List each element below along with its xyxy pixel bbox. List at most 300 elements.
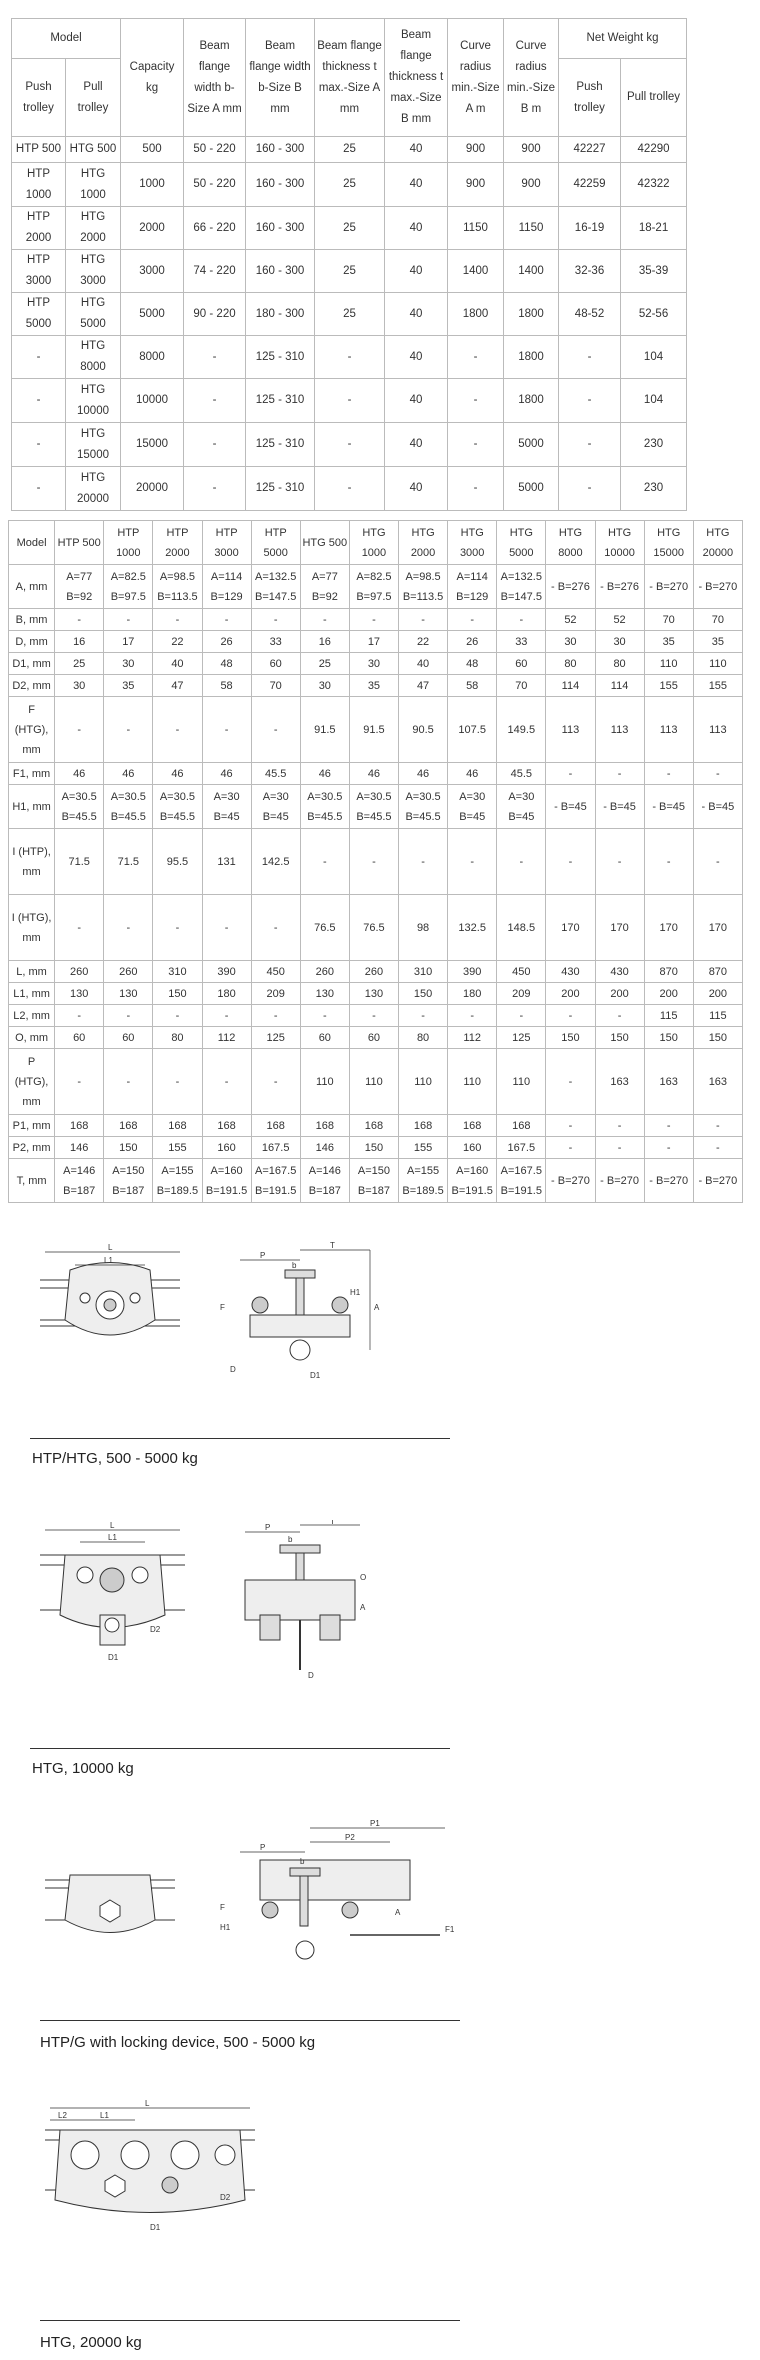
table-cell: 180	[448, 983, 497, 1005]
header-capacity: Capacity kg	[121, 19, 184, 137]
table-cell: -	[104, 1049, 153, 1115]
figure-htp-htg-500-5000	[0, 1240, 760, 1467]
table-cell: 125 - 310	[246, 379, 315, 423]
svg-text:D1: D1	[150, 2223, 161, 2232]
table-row	[9, 1137, 743, 1159]
table-cell: 112	[448, 1027, 497, 1049]
header-curve-a: Curve radius min.-Size A m	[448, 19, 504, 137]
table-cell: 98	[399, 895, 448, 961]
table-cell: -	[448, 609, 497, 631]
header-curve-b: Curve radius min.-Size B m	[504, 19, 559, 137]
table-cell: 430	[546, 961, 595, 983]
table-cell: 500	[121, 137, 184, 163]
table-cell: 30	[349, 653, 398, 675]
row-label: T, mm	[9, 1159, 55, 1203]
table-cell: 200	[644, 983, 693, 1005]
caption-rule	[30, 1748, 450, 1749]
svg-text:T: T	[330, 1241, 335, 1250]
table-row	[12, 379, 687, 423]
table-cell: -	[559, 467, 621, 511]
table-cell: 66 - 220	[184, 207, 246, 250]
table-cell: -	[251, 895, 300, 961]
table-cell: 40	[385, 163, 448, 207]
table-cell: 160	[448, 1137, 497, 1159]
table-cell: 130	[300, 983, 349, 1005]
table-cell: -	[448, 1005, 497, 1027]
trolley-side-view-drawing	[200, 1820, 460, 1995]
table-cell: 110	[448, 1049, 497, 1115]
row-label: B, mm	[9, 609, 55, 631]
table-row	[12, 137, 687, 163]
table-cell: 450	[251, 961, 300, 983]
table-cell: 163	[644, 1049, 693, 1115]
svg-text:P: P	[260, 1843, 266, 1852]
table-cell: 35	[349, 675, 398, 697]
table-cell: A=82.5 B=97.5	[104, 565, 153, 609]
trolley-side-view-drawing	[200, 1520, 385, 1685]
table-cell: 16-19	[559, 207, 621, 250]
column-header: HTG 500	[300, 521, 349, 565]
table-cell: 18-21	[621, 207, 687, 250]
svg-text:L: L	[110, 1521, 115, 1530]
table-cell: -	[559, 336, 621, 379]
table-cell: -	[595, 829, 644, 895]
table-cell: 150	[546, 1027, 595, 1049]
table-cell: 430	[595, 961, 644, 983]
row-label: D, mm	[9, 631, 55, 653]
table-cell: 17	[104, 631, 153, 653]
table-cell: - B=45	[595, 785, 644, 829]
column-header: HTG 8000	[546, 521, 595, 565]
table-cell: 260	[300, 961, 349, 983]
table-cell: 42290	[621, 137, 687, 163]
table-cell: - B=270	[693, 1159, 742, 1203]
column-header: HTP 3000	[202, 521, 251, 565]
table-cell: 168	[448, 1115, 497, 1137]
table-cell: 115	[644, 1005, 693, 1027]
table-cell: 25	[300, 653, 349, 675]
table-row	[12, 250, 687, 293]
table-cell: A=30.5 B=45.5	[399, 785, 448, 829]
table-cell: -	[153, 1049, 202, 1115]
svg-text:D: D	[230, 1365, 236, 1374]
row-label: H1, mm	[9, 785, 55, 829]
table-cell: -	[693, 1115, 742, 1137]
trolley-front-view-drawing	[40, 1860, 180, 1955]
table-cell: 160 - 300	[246, 137, 315, 163]
table-cell: -	[546, 829, 595, 895]
table-cell: 46	[202, 763, 251, 785]
table-cell: A=30.5 B=45.5	[104, 785, 153, 829]
table-cell: 58	[448, 675, 497, 697]
table-cell: A=146 B=187	[300, 1159, 349, 1203]
table-cell: 450	[497, 961, 546, 983]
table-cell: 112	[202, 1027, 251, 1049]
table-row	[9, 609, 743, 631]
table-cell: -	[153, 609, 202, 631]
table-cell: 8000	[121, 336, 184, 379]
table-cell: HTG 10000	[66, 379, 121, 423]
svg-text:P1: P1	[370, 1820, 380, 1828]
table-cell: 168	[55, 1115, 104, 1137]
table-cell: A=30.5 B=45.5	[153, 785, 202, 829]
table-cell: -	[55, 1005, 104, 1027]
table-cell: 114	[546, 675, 595, 697]
table-row	[12, 293, 687, 336]
table-cell: 155	[693, 675, 742, 697]
table-cell: -	[559, 379, 621, 423]
column-header: HTP 500	[55, 521, 104, 565]
table-cell: A=167.5 B=191.5	[251, 1159, 300, 1203]
row-label: L, mm	[9, 961, 55, 983]
table-cell: 35-39	[621, 250, 687, 293]
table-row	[12, 163, 687, 207]
table-cell: - B=45	[644, 785, 693, 829]
svg-text:A: A	[395, 1908, 401, 1917]
table-cell: 15000	[121, 423, 184, 467]
table-cell: 52-56	[621, 293, 687, 336]
svg-text:P: P	[260, 1251, 266, 1260]
table-cell: 200	[693, 983, 742, 1005]
table-cell: -	[300, 829, 349, 895]
table-cell: -	[595, 1005, 644, 1027]
table-cell: 58	[202, 675, 251, 697]
table-cell: -	[300, 609, 349, 631]
table-cell: -	[202, 1005, 251, 1027]
table-cell: 110	[693, 653, 742, 675]
row-label: L2, mm	[9, 1005, 55, 1027]
table-cell: - B=270	[644, 1159, 693, 1203]
table-cell: A=30 B=45	[251, 785, 300, 829]
figure-htg-10000	[0, 1520, 760, 1780]
table-cell: 25	[315, 137, 385, 163]
svg-text:D1: D1	[310, 1371, 321, 1380]
table-cell: 150	[595, 1027, 644, 1049]
table-cell: HTP 5000	[12, 293, 66, 336]
table-cell: 870	[644, 961, 693, 983]
table-cell: 80	[153, 1027, 202, 1049]
table-cell: -	[184, 379, 246, 423]
header-flange-thickness-b: Beam flange thickness t max.-Size B mm	[385, 19, 448, 137]
table-cell: -	[55, 1049, 104, 1115]
table-row	[9, 895, 743, 961]
table-cell: 30	[104, 653, 153, 675]
table-cell: - B=276	[595, 565, 644, 609]
svg-text:b: b	[300, 1857, 305, 1866]
header-nw-pull: Pull trolley	[621, 59, 687, 137]
table-cell: A=98.5 B=113.5	[153, 565, 202, 609]
table-cell: 148.5	[497, 895, 546, 961]
table-cell: 230	[621, 423, 687, 467]
table-cell: -	[104, 697, 153, 763]
table-cell: -	[546, 1005, 595, 1027]
table-cell: -	[104, 1005, 153, 1027]
table-cell: 125 - 310	[246, 423, 315, 467]
table-cell: 110	[644, 653, 693, 675]
table-cell: 46	[104, 763, 153, 785]
table-cell: 168	[251, 1115, 300, 1137]
table-cell: 113	[693, 697, 742, 763]
column-header: HTP 2000	[153, 521, 202, 565]
table-cell: 170	[595, 895, 644, 961]
table-cell: -	[644, 829, 693, 895]
table-cell: -	[153, 1005, 202, 1027]
table-row	[12, 207, 687, 250]
column-header: HTP 1000	[104, 521, 153, 565]
trolley-side-view-drawing	[200, 1240, 390, 1390]
table-cell: - B=45	[693, 785, 742, 829]
table-row	[9, 829, 743, 895]
table-cell: 46	[349, 763, 398, 785]
table-cell: -	[559, 423, 621, 467]
table-cell: A=77 B=92	[55, 565, 104, 609]
table-cell: 45.5	[497, 763, 546, 785]
trolley-front-view-drawing	[30, 1240, 190, 1360]
table-cell: -	[546, 1049, 595, 1115]
table-cell: 900	[504, 163, 559, 207]
table-cell: 33	[251, 631, 300, 653]
table-cell: -	[595, 1137, 644, 1159]
table-cell: -	[399, 829, 448, 895]
table-cell: 30	[595, 631, 644, 653]
table-cell: -	[251, 1049, 300, 1115]
table-cell: -	[644, 1137, 693, 1159]
table-row	[9, 1005, 743, 1027]
table-cell: 48	[448, 653, 497, 675]
header-flange-width-a: Beam flange width b-Size A mm	[184, 19, 246, 137]
svg-text:L1: L1	[100, 2111, 109, 2120]
table-cell: 170	[693, 895, 742, 961]
table-cell: -	[595, 1115, 644, 1137]
table-cell: 46	[300, 763, 349, 785]
table-cell: 114	[595, 675, 644, 697]
table-cell: -	[315, 423, 385, 467]
header-nw-push: Push trolley	[559, 59, 621, 137]
table-cell: HTG 3000	[66, 250, 121, 293]
table-cell: 160	[202, 1137, 251, 1159]
table-cell: -	[349, 609, 398, 631]
figure-htp-g-locking-device	[0, 1820, 760, 2060]
table-cell: A=155 B=189.5	[153, 1159, 202, 1203]
row-label: O, mm	[9, 1027, 55, 1049]
table-cell: -	[251, 609, 300, 631]
table-cell: 25	[315, 250, 385, 293]
table-cell: 70	[251, 675, 300, 697]
table-cell: -	[448, 336, 504, 379]
table-cell: 160 - 300	[246, 163, 315, 207]
table-cell: A=160 B=191.5	[202, 1159, 251, 1203]
table-cell: -	[693, 763, 742, 785]
header-pull-trolley: Pull trolley	[66, 59, 121, 137]
table-cell: 125 - 310	[246, 336, 315, 379]
table-cell: 180	[202, 983, 251, 1005]
table-cell: 131	[202, 829, 251, 895]
svg-text:F: F	[220, 1903, 225, 1912]
svg-text:F1: F1	[445, 1925, 455, 1934]
table-cell: 125	[497, 1027, 546, 1049]
column-header: HTG 3000	[448, 521, 497, 565]
svg-text:T: T	[330, 1520, 335, 1526]
table-cell: 900	[448, 163, 504, 207]
table-cell: -	[546, 1115, 595, 1137]
column-header: Model	[9, 521, 55, 565]
table-cell: 110	[300, 1049, 349, 1115]
table-cell: -	[251, 1005, 300, 1027]
table-cell: -	[448, 423, 504, 467]
table-cell: 260	[104, 961, 153, 983]
table-cell: 17	[349, 631, 398, 653]
table-cell: HTG 1000	[66, 163, 121, 207]
row-label: D1, mm	[9, 653, 55, 675]
row-label: P (HTG), mm	[9, 1049, 55, 1115]
table-cell: -	[399, 609, 448, 631]
svg-text:P2: P2	[345, 1833, 355, 1842]
table-cell: 1800	[504, 293, 559, 336]
table-cell: 113	[546, 697, 595, 763]
table-cell: 209	[497, 983, 546, 1005]
table-cell: A=146 B=187	[55, 1159, 104, 1203]
table-row	[9, 565, 743, 609]
row-label: L1, mm	[9, 983, 55, 1005]
table-cell: 70	[693, 609, 742, 631]
table-cell: -	[184, 467, 246, 511]
header-flange-width-b: Beam flange width b-Size B mm	[246, 19, 315, 137]
table-cell: A=150 B=187	[349, 1159, 398, 1203]
table-cell: 310	[399, 961, 448, 983]
table-cell: 25	[315, 207, 385, 250]
table-row	[9, 1049, 743, 1115]
table-cell: HTG 15000	[66, 423, 121, 467]
table-cell: 40	[399, 653, 448, 675]
table-cell: -	[12, 379, 66, 423]
table-cell: 130	[104, 983, 153, 1005]
table-cell: 160 - 300	[246, 207, 315, 250]
table-cell: 130	[349, 983, 398, 1005]
table-row	[12, 423, 687, 467]
table-cell: -	[497, 1005, 546, 1027]
table-cell: 40	[153, 653, 202, 675]
table-cell: 168	[202, 1115, 251, 1137]
table-cell: 26	[202, 631, 251, 653]
table-cell: 60	[104, 1027, 153, 1049]
table-cell: 42322	[621, 163, 687, 207]
table-cell: 25	[55, 653, 104, 675]
table-cell: 260	[349, 961, 398, 983]
table-cell: A=114 B=129	[202, 565, 251, 609]
table-cell: 132.5	[448, 895, 497, 961]
table-cell: 155	[644, 675, 693, 697]
table-cell: 150	[153, 983, 202, 1005]
table-cell: -	[55, 895, 104, 961]
table-cell: HTG 500	[66, 137, 121, 163]
table-cell: 5000	[121, 293, 184, 336]
table-cell: 60	[349, 1027, 398, 1049]
table-cell: -	[349, 1005, 398, 1027]
table-cell: 107.5	[448, 697, 497, 763]
table-cell: 104	[621, 336, 687, 379]
svg-text:A: A	[360, 1603, 366, 1612]
row-label: I (HTP), mm	[9, 829, 55, 895]
table-cell: 50 - 220	[184, 137, 246, 163]
row-label: I (HTG), mm	[9, 895, 55, 961]
table-cell: 80	[595, 653, 644, 675]
figure-caption: HTG, 20000 kg	[40, 2334, 142, 2351]
table-cell: 110	[349, 1049, 398, 1115]
table-cell: 168	[497, 1115, 546, 1137]
table-cell: -	[693, 829, 742, 895]
table-cell: A=132.5 B=147.5	[497, 565, 546, 609]
svg-text:P: P	[265, 1523, 271, 1532]
table-cell: 390	[202, 961, 251, 983]
table-cell: 30	[300, 675, 349, 697]
table-cell: - B=276	[546, 565, 595, 609]
table-cell: 70	[644, 609, 693, 631]
table-cell: 71.5	[104, 829, 153, 895]
table-cell: 50 - 220	[184, 163, 246, 207]
table-cell: 110	[399, 1049, 448, 1115]
table-cell: 1800	[448, 293, 504, 336]
table-cell: 46	[448, 763, 497, 785]
table-cell: 46	[399, 763, 448, 785]
table-cell: 42259	[559, 163, 621, 207]
table-cell: 80	[399, 1027, 448, 1049]
table-cell: 91.5	[300, 697, 349, 763]
table-cell: - B=270	[546, 1159, 595, 1203]
table-cell: 163	[595, 1049, 644, 1115]
header-flange-thickness-a: Beam flange thickness t max.-Size A mm	[315, 19, 385, 137]
table-cell: HTP 500	[12, 137, 66, 163]
table-cell: 40	[385, 250, 448, 293]
table-cell: 25	[315, 293, 385, 336]
table-cell: 35	[644, 631, 693, 653]
table-cell: A=82.5 B=97.5	[349, 565, 398, 609]
table-cell: -	[202, 1049, 251, 1115]
table-cell: -	[497, 609, 546, 631]
svg-text:D1: D1	[108, 1653, 119, 1662]
table-cell: HTG 5000	[66, 293, 121, 336]
table-cell: 40	[385, 467, 448, 511]
table-cell: 390	[448, 961, 497, 983]
table-cell: A=77 B=92	[300, 565, 349, 609]
table-row	[9, 1159, 743, 1203]
table-cell: -	[104, 609, 153, 631]
table-cell: -	[546, 763, 595, 785]
table-cell: 70	[497, 675, 546, 697]
table-cell: - B=270	[644, 565, 693, 609]
table-cell: 40	[385, 336, 448, 379]
table-cell: 46	[55, 763, 104, 785]
table-cell: 76.5	[349, 895, 398, 961]
svg-text:L: L	[145, 2100, 150, 2108]
table-cell: -	[315, 336, 385, 379]
table-cell: -	[448, 467, 504, 511]
table-cell: 170	[546, 895, 595, 961]
table-cell: 5000	[504, 423, 559, 467]
table-cell: 30	[546, 631, 595, 653]
table-cell: 209	[251, 983, 300, 1005]
svg-text:H1: H1	[220, 1923, 231, 1932]
caption-rule	[40, 2320, 460, 2321]
column-header: HTP 5000	[251, 521, 300, 565]
table-row	[12, 336, 687, 379]
table-cell: -	[497, 829, 546, 895]
table-cell: 163	[693, 1049, 742, 1115]
table-cell: -	[644, 763, 693, 785]
table-row	[9, 675, 743, 697]
table-cell: 900	[504, 137, 559, 163]
table-cell: 200	[546, 983, 595, 1005]
table-cell: 80	[546, 653, 595, 675]
